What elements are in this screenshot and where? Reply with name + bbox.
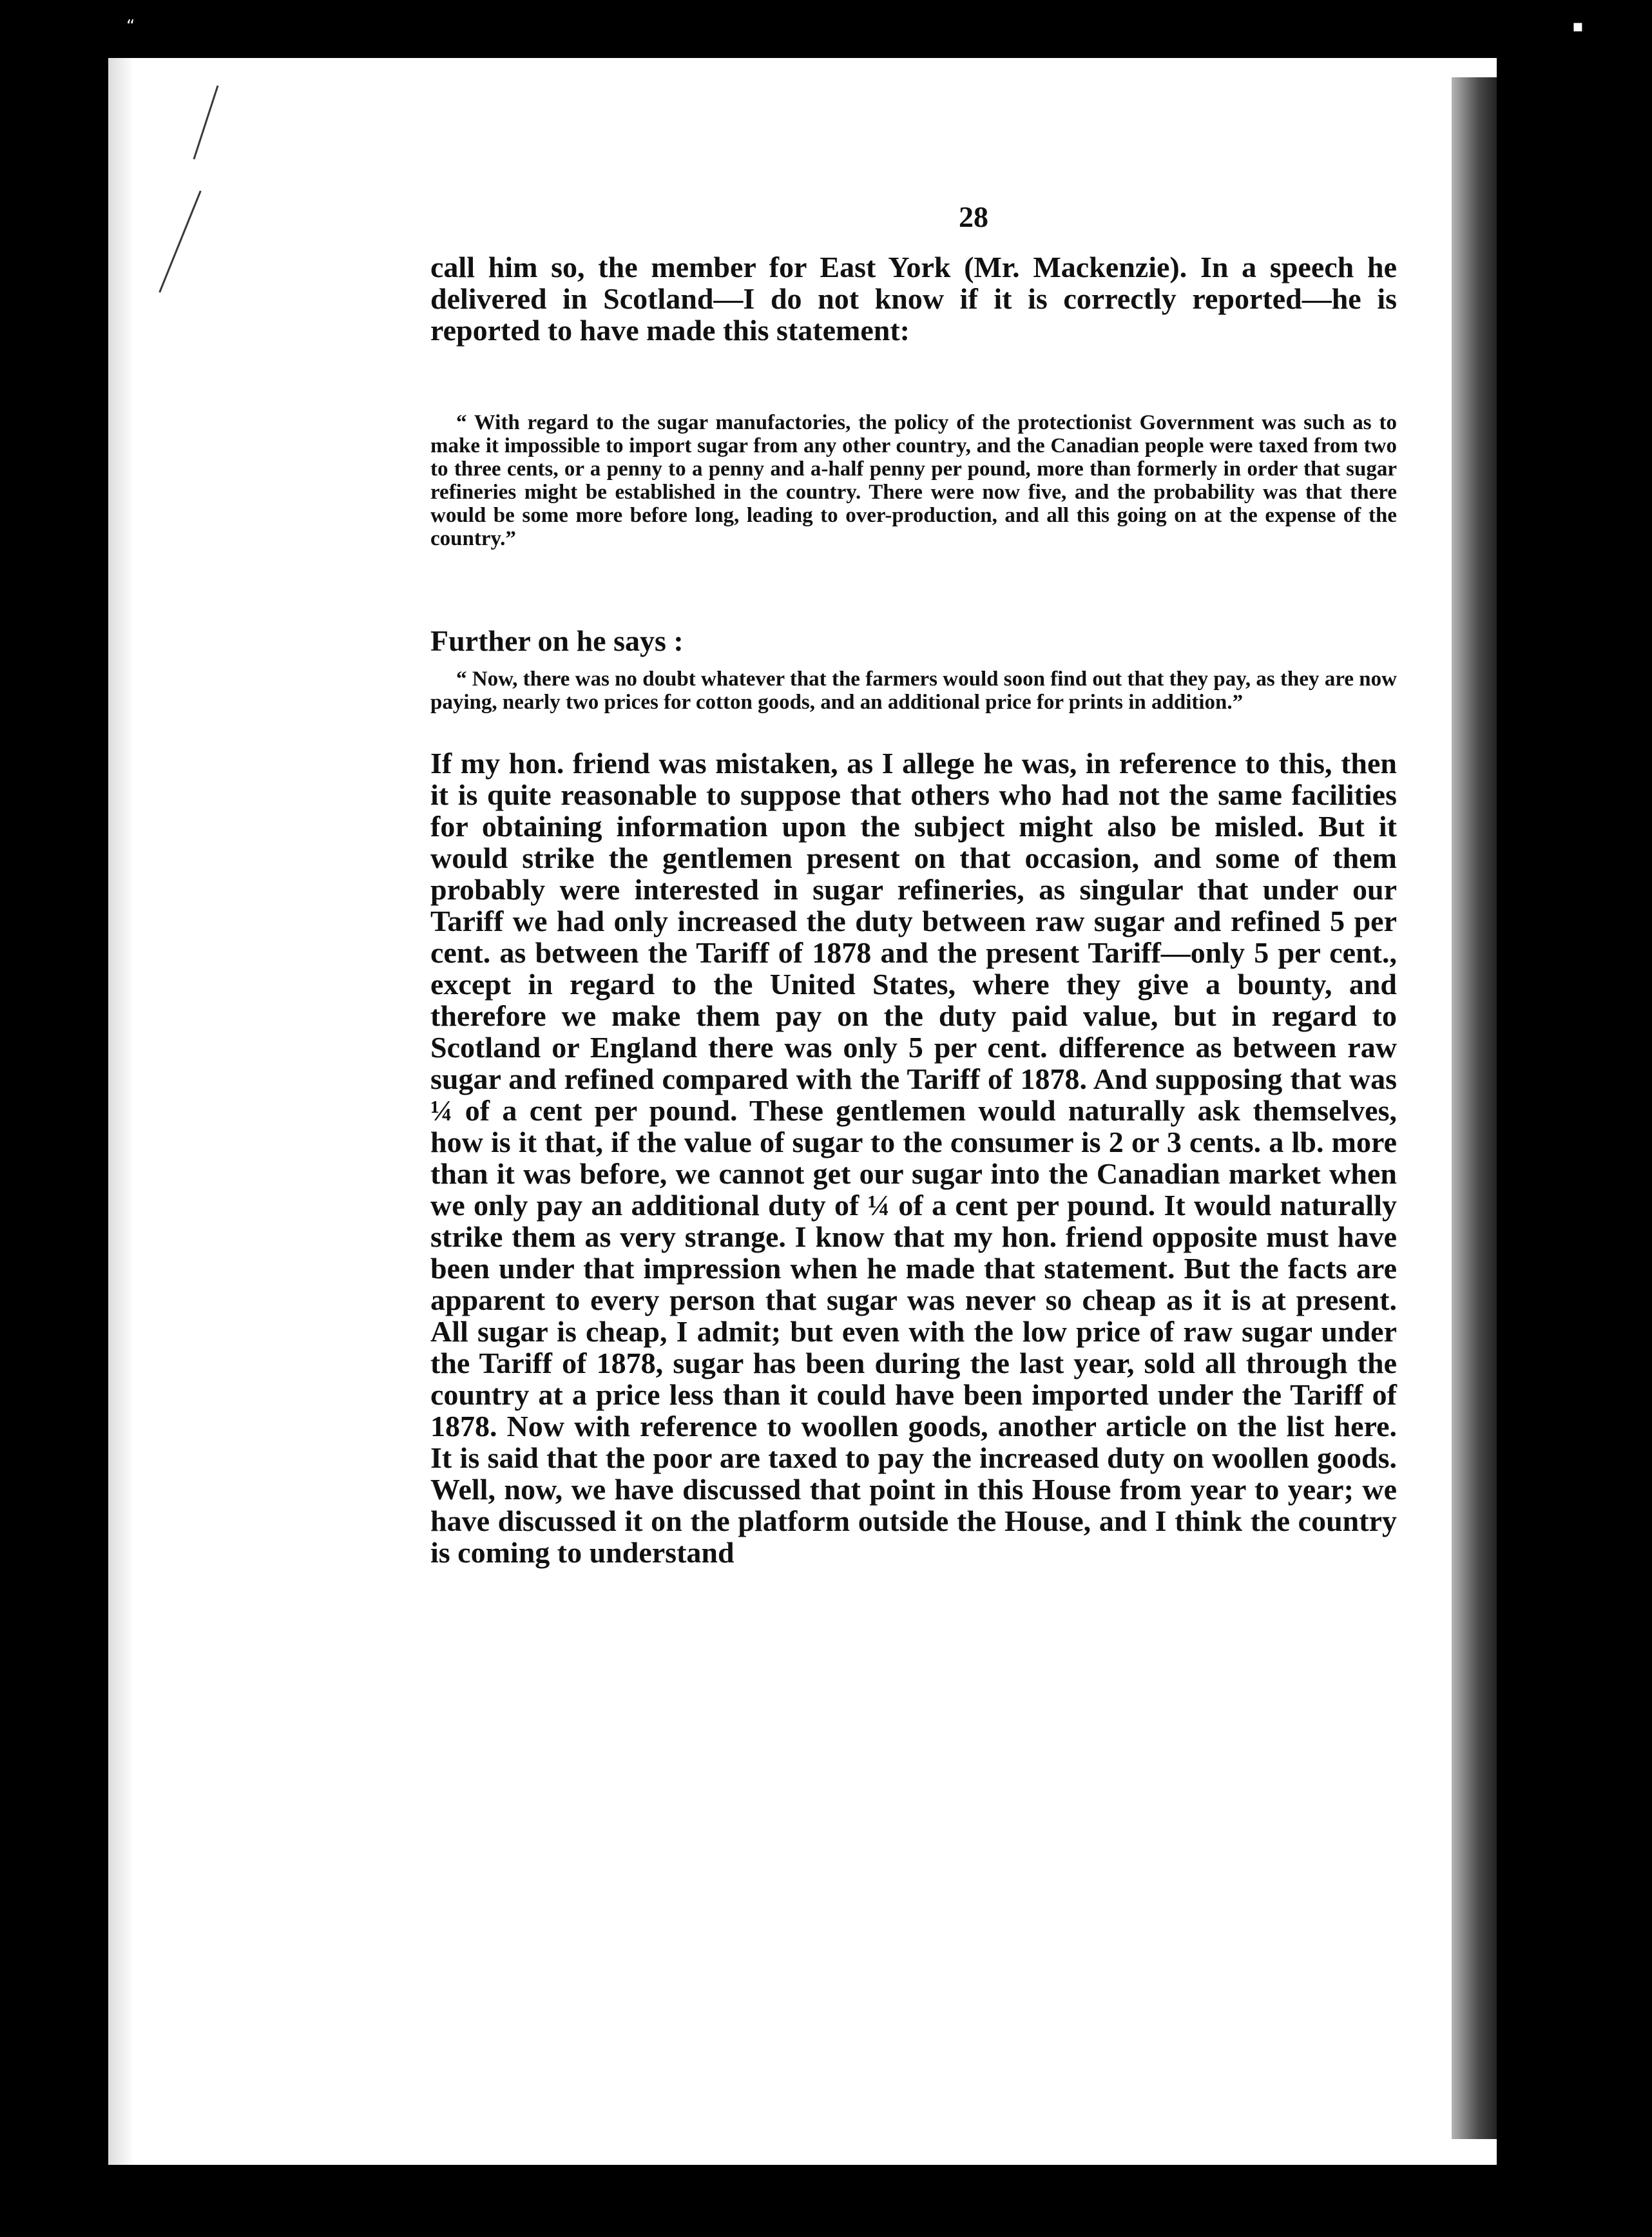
paragraph-further [430, 625, 1397, 657]
scan-corner-mark-right: ▪ [1572, 17, 1584, 36]
pencil-mark [193, 85, 219, 159]
scan-corner-mark-left: “ [126, 17, 135, 36]
block-quote-sugar [430, 411, 1397, 550]
quote-text: “ Now, there was no doubt whatever that the farmers would soon find out that they pay, as they are now paying, nearly two prices for cotton goods, and an additional price for prints in addition.” [430, 667, 1397, 714]
paragraph-text: call him so, the member for East York (Mr. Mackenzie). In a speech he delivered in Scotland—I do not know if it is correctly reported—he is reported to have made this statement: [430, 251, 1397, 347]
paragraph-text: If my hon. friend was mistaken, as I allege he was, in reference to this, then it is quite reasonable to suppose that others who had not the same facilities for obtaining information upon the subject might also be misled. But it would strike the gentlemen present on that occasion, and some of them probably were interested in sugar refineries, as singular that under our Tariff we had only increased the duty between raw sugar and refined 5 per cent. as between the Tariff of 1878 and the present Tariff—only 5 per cent., except in regard to the United States, where they give a bounty, and therefore we make them pay on the duty paid value, but in regard to Scotland or England there was only 5 per cent. difference as between raw sugar and refined compared with the Tariff of 1878. And supposing that was ¼ of a cent per pound. These gentlemen would naturally ask themselves, how is it that, if the value of sugar to the consumer is 2 or 3 cents. a lb. more than it was before, we cannot get our sugar into the Canadian market when we only pay an additional duty of ¼ of a cent per pound. It would naturally strike them as very strange. I know that my hon. friend opposite must have been under that impression when he made that statement. But the facts are apparent to every person that sugar was never so cheap as it is at present. All sugar is cheap, I admit; but even with the low price of raw sugar under the Tariff of 1878, sugar has been during the last year, sold all through the country at a price less than it could have been imported under the Tariff of 1878. Now with reference to woollen goods, another article on the list here. It is said that the poor are taxed to pay the increased duty on woollen goods. Well, now, we have discussed that point in this House from year to year; we have discussed it on the platform outside the House, and I think the country is coming to understand [430, 747, 1397, 1569]
page-right-edge-shadow [1452, 77, 1497, 2139]
paragraph-main [430, 747, 1397, 1568]
page-left-edge [108, 58, 134, 2165]
pencil-mark [158, 191, 201, 293]
quote-text: “ With regard to the sugar manufactories, the policy of the protectionist Government was such as to make it impossible to import sugar from any other country, and the Canadian people were taxed from two to three cents, or a penny to a penny and a-half penny per pound, more than formerly in order that sugar refineries might be established in the country. There were now five, and the probability was that there would be some more before long, leading to over-production, and all this going on at the expense of the country.” [430, 411, 1397, 550]
block-quote-farmers [430, 667, 1397, 714]
page-number: 28 [959, 200, 988, 233]
paragraph-intro [430, 251, 1397, 346]
paragraph-text: Further on he says : [430, 624, 684, 657]
book-page [108, 58, 1497, 2165]
